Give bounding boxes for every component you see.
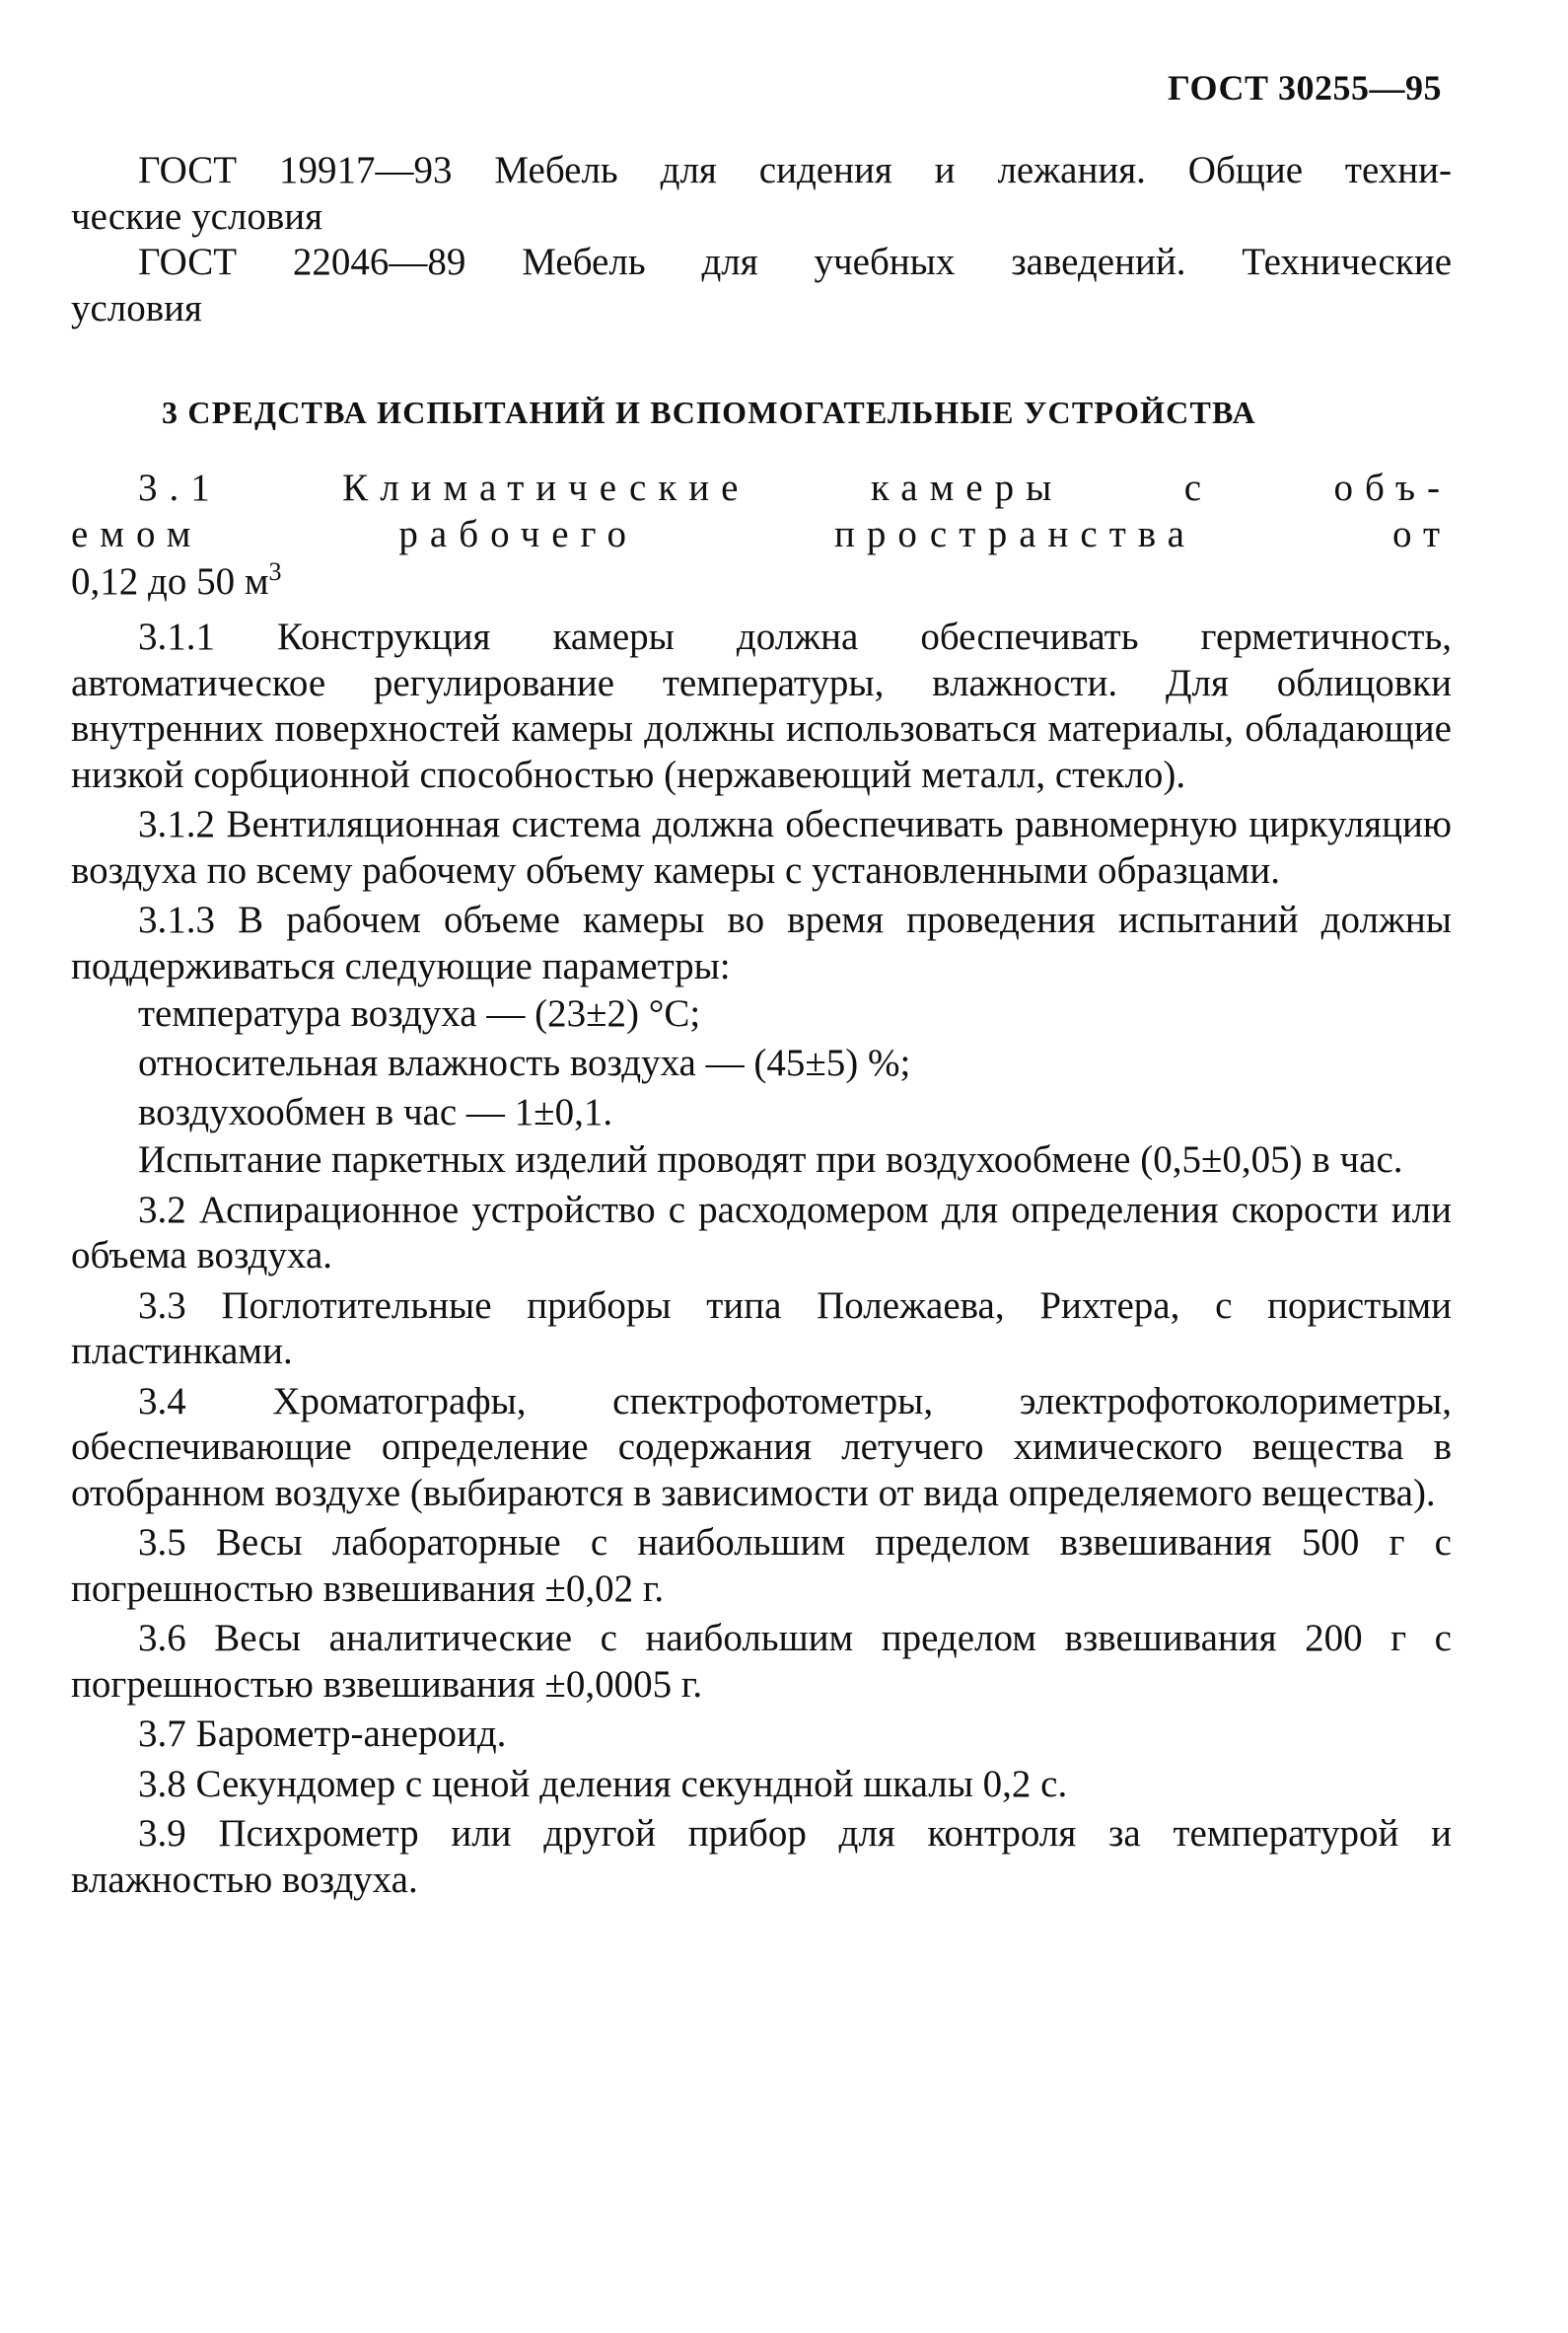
item-3-7: 3.7 Барометр-анероид. xyxy=(138,1713,507,1755)
page-header-standard: ГОСТ 30255—95 xyxy=(1168,68,1442,108)
item-3-1-2: 3.1.2 Вентиляционная система должна обеспечивать равномерную циркуляцию воздуха по всему рабочему объему камеры с установленными образцами. xyxy=(71,803,1452,892)
section-title: 3 СРЕДСТВА ИСПЫТАНИЙ И ВСПОМОГАТЕЛЬНЫЕ УСТРОЙСТВА xyxy=(162,395,1256,430)
reference-2-line1: ГОСТ 22046—89 Мебель для учебных заведений. Технические xyxy=(138,241,1452,283)
item-3-1-superscript: 3 xyxy=(268,557,282,586)
reference-1-line1: ГОСТ 19917—93 Мебель для сидения и лежания. Общие техни- xyxy=(138,149,1452,191)
reference-1-line2: ческие условия xyxy=(71,194,323,238)
item-3-1-line2: емом рабочего пространства от xyxy=(71,512,1452,555)
param-humidity: относительная влажность воздуха — (45±5) %; xyxy=(138,1042,911,1084)
item-3-4: 3.4 Хроматографы, спектрофотометры, электрофотоколориметры, обеспечивающие определение содержания летучего химического вещества в отобранном воздухе (выбираются в зависимости от вида определяемого вещества). xyxy=(71,1379,1452,1514)
item-3-2: 3.2 Аспирационное устройство с расходомером для определения скорости или объема воздуха. xyxy=(71,1188,1452,1276)
document-body xyxy=(71,148,1452,1903)
item-3-1-1: 3.1.1 Конструкция камеры должна обеспечивать герметичность, автоматическое регулирование температуры, влажности. Для облицовки внутренних поверхностей камеры должны использоваться материалы, обладающие низкой сорбционной способностью (нержавеющий металл, стекло). xyxy=(71,616,1452,796)
param-temperature: температура воздуха — (23±2) °С; xyxy=(138,992,701,1035)
item-3-9: 3.9 Психрометр или другой прибор для контроля за температурой и влажностью воздуха. xyxy=(71,1812,1452,1901)
item-3-6: 3.6 Весы аналитические с наибольшим пределом взвешивания 200 г с погрешностью взвешивания ±0,0005 г. xyxy=(71,1617,1452,1706)
item-3-1-3-note: Испытание паркетных изделий проводят при воздухообмене (0,5±0,05) в час. xyxy=(138,1138,1403,1181)
item-3-8: 3.8 Секундомер с ценой деления секундной шкалы 0,2 с. xyxy=(138,1762,1068,1805)
param-air-exchange: воздухообмен в час — 1±0,1. xyxy=(138,1091,613,1133)
item-3-5: 3.5 Весы лабораторные с наибольшим пределом взвешивания 500 г с погрешностью взвешивания ±0,02 г. xyxy=(71,1521,1452,1610)
item-3-1-line3-text: 0,12 до 50 м xyxy=(71,560,269,603)
item-3-3: 3.3 Поглотительные приборы типа Полежаева, Рихтера, с пористыми пластинками. xyxy=(71,1283,1452,1372)
item-3-1-line3 xyxy=(71,557,1452,607)
reference-2-line2: условия xyxy=(71,286,202,329)
item-3-1-3-intro: 3.1.3 В рабочем объеме камеры во время проведения испытаний должны поддерживаться следующие параметры: xyxy=(71,899,1452,987)
item-3-1-line1: 3.1 Климатические камеры с объ- xyxy=(138,467,1452,509)
